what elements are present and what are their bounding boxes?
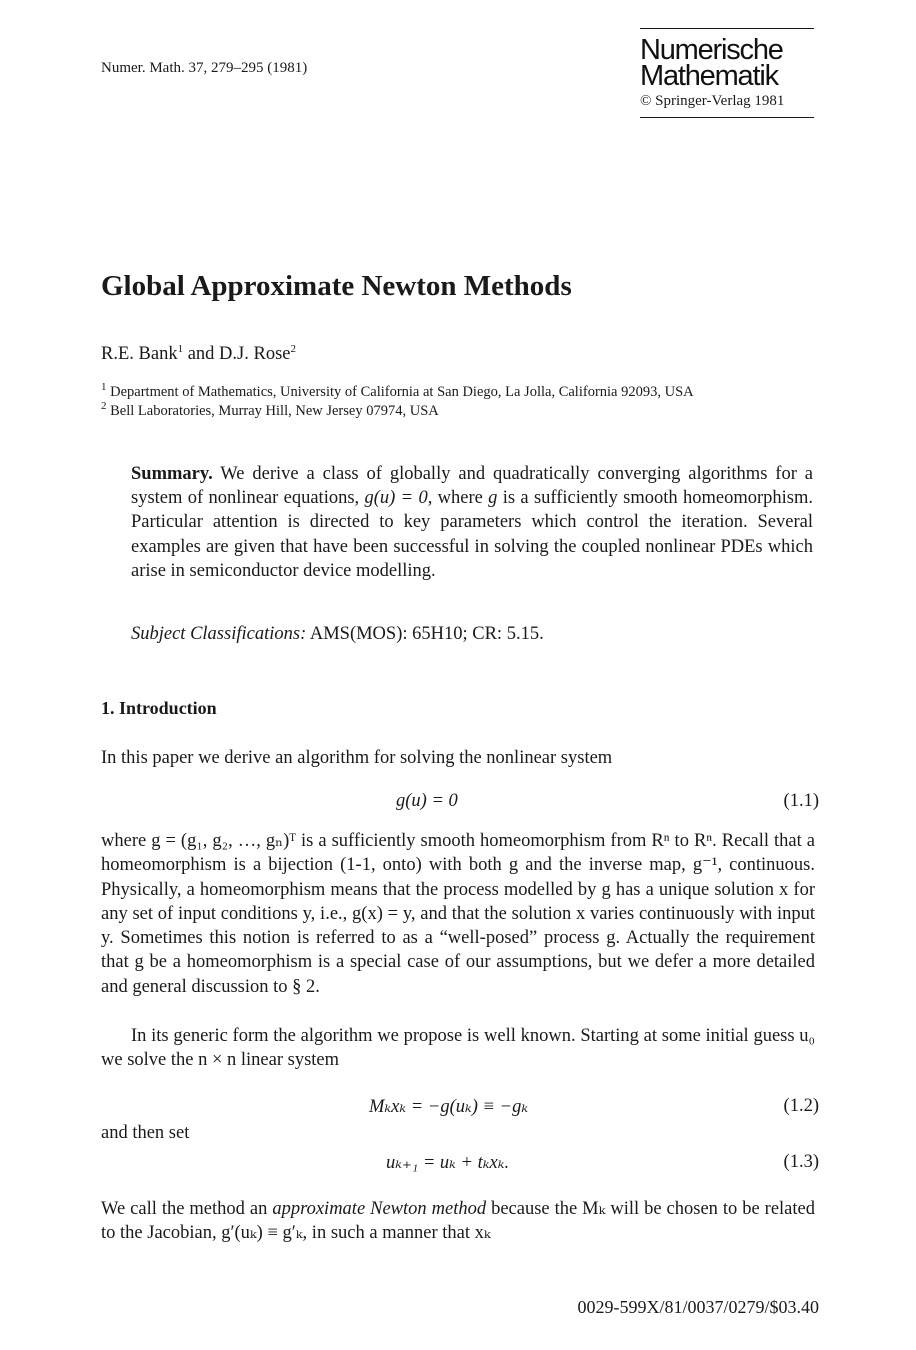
masthead-top-rule <box>640 28 814 29</box>
author-2-affil-mark: 2 <box>290 343 296 355</box>
journal-masthead <box>640 28 814 118</box>
equation-1-1 <box>396 791 458 812</box>
section-heading: 1. Introduction <box>101 698 217 718</box>
author-conjunction: and <box>187 344 215 365</box>
body-paragraph-2: where g = (g₁, g₂, …, gₙ)ᵀ is a sufficiently smooth homeomorphism from Rⁿ to Rⁿ. Recall that a homeomorphism is a bijection (1-1, onto) with both g and the inverse map, g⁻¹, continuous. Physically, a homeomorphism means that the process modelled by g has a unique solution x for any set of input conditions y, i.e., g(x) = y, and that the solution x varies continuously with input y. Sometimes this notion is referred to as a “well-posed” process g. Actually the requirement that g be a homeomorphism is a special case of our assumptions, but we defer a more detailed and general discussion to § 2. <box>101 831 815 997</box>
affiliation-1-text: Department of Mathematics, University of California at San Diego, La Jolla, California 92093, USA <box>110 383 694 400</box>
affiliation-1-mark: 1 <box>101 381 107 393</box>
summary-equation: g(u) = 0 <box>364 488 428 509</box>
author-2: D.J. Rose <box>219 344 291 365</box>
equation-1-3-text: uₖ₊₁ = uₖ + tₖxₖ. <box>386 1153 510 1173</box>
footer-code: 0029-599X/81/0037/0279/$03.40 <box>577 1297 819 1317</box>
body-paragraph-5-a: We call the method an <box>101 1199 268 1219</box>
journal-name-line-2: Mathematik <box>640 60 778 92</box>
equation-1-1-text: g(u) = 0 <box>396 791 458 811</box>
affiliation-2-text: Bell Laboratories, Murray Hill, New Jersey 07974, USA <box>110 402 439 419</box>
affiliation-2-mark: 2 <box>101 400 107 412</box>
summary-text-b: , where <box>427 488 483 509</box>
body-paragraph-1: In this paper we derive an algorithm for solving the nonlinear system <box>101 748 613 768</box>
body-paragraph-5-b: because the Mₖ will be chosen to be related to the Jacobian, g′(uₖ) ≡ g′ₖ, in such a manner that xₖ <box>101 1199 815 1244</box>
equation-1-3-number: (1.3) <box>783 1152 819 1172</box>
subject-text: AMS(MOS): 65H10; CR: 5.15. <box>309 624 544 644</box>
summary-symbol-g: g <box>488 488 498 509</box>
journal-reference: Numer. Math. 37, 279–295 (1981) <box>101 60 308 76</box>
paper-title: Global Approximate Newton Methods <box>101 270 572 302</box>
affiliation-1 <box>101 381 694 401</box>
journal-name-line-1: Numerische <box>640 34 783 66</box>
author-1: R.E. Bank <box>101 344 178 365</box>
summary-text-a: We derive a class of globally and quadratically converging algorithms for a system of nonlinear equations, <box>131 464 813 509</box>
body-paragraph-3: In its generic form the algorithm we propose is well known. Starting at some initial guess u₀ we solve the n × n linear system <box>101 1026 815 1071</box>
copyright-line: © Springer-Verlag 1981 <box>640 93 785 109</box>
equation-1-2-number: (1.2) <box>783 1096 819 1116</box>
author-line <box>101 343 296 365</box>
subject-classifications <box>131 624 544 645</box>
body-paragraph-5 <box>101 1197 815 1246</box>
masthead-bottom-rule <box>640 117 814 118</box>
summary-abstract <box>131 462 813 583</box>
affiliation-2 <box>101 400 439 420</box>
equation-1-1-number: (1.1) <box>783 791 819 811</box>
equation-1-3 <box>386 1152 509 1174</box>
summary-label: Summary. <box>131 464 213 484</box>
subject-label: Subject Classifications: <box>131 624 307 644</box>
body-paragraph-5-emphasis: approximate Newton method <box>272 1199 487 1219</box>
author-1-affil-mark: 1 <box>177 343 184 355</box>
summary-text-c: is a sufficiently smooth homeomorphism. Particular attention is directed to key parameters which control the iteration. Several examples are given that have been successful in solving the coupled nonlinear PDEs which arise in semiconductor device modelling. <box>131 488 813 581</box>
body-paragraph-4: and then set <box>101 1123 190 1143</box>
equation-1-2 <box>369 1096 528 1118</box>
equation-1-2-text: Mₖxₖ = −g(uₖ) ≡ −gₖ <box>369 1097 529 1117</box>
